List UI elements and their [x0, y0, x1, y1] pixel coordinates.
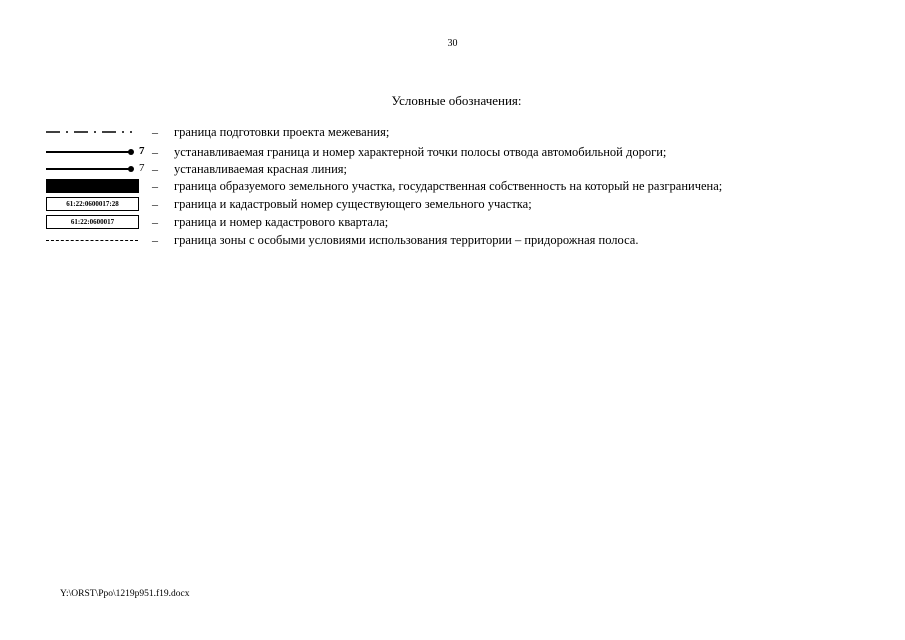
legend-item	[0, 214, 905, 230]
legend-separator: –	[152, 197, 158, 211]
point-number: 7	[139, 145, 145, 157]
legend-separator: –	[152, 233, 158, 247]
legend-item	[0, 232, 905, 248]
black-block-icon	[46, 179, 139, 193]
legend-item	[0, 124, 905, 140]
legend-text: граница и номер кадастрового квартала;	[174, 215, 389, 229]
footer-file-path: Y:\ORST\Ppo\1219p951.f19.docx	[60, 589, 190, 599]
dashed-line	[46, 240, 138, 241]
legend-text: граница и кадастровый номер существующего земельного участка;	[174, 197, 532, 211]
point-number: 7	[139, 162, 145, 174]
legend-item	[0, 161, 905, 177]
cadastral-quarter-box	[44, 214, 154, 230]
red-line-point-icon	[44, 161, 154, 177]
legend-text: граница зоны с особыми условиями использования территории – придорожная полоса.	[174, 233, 639, 247]
legend-separator: –	[152, 125, 158, 139]
legend-text: устанавливаемая граница и номер характерной точки полосы отвода автомобильной дороги;	[174, 145, 667, 159]
page-number: 30	[447, 38, 458, 49]
boundary-line-icon	[46, 151, 130, 153]
legend-text: граница подготовки проекта межевания;	[174, 125, 390, 139]
cadastral-quarter-label: 61:22:0600017	[46, 215, 139, 229]
legend-separator: –	[152, 179, 158, 193]
legend-separator: –	[152, 162, 158, 176]
solid-black-block-icon	[44, 178, 154, 194]
cadastral-parcel-box	[44, 196, 154, 212]
legend-separator: –	[152, 145, 158, 159]
boundary-point-line-icon	[44, 144, 154, 160]
point-dot-icon	[128, 149, 134, 155]
point-dot-icon	[128, 166, 134, 172]
legend-title: Условные обозначения:	[391, 93, 522, 108]
legend-text: граница образуемого земельного участка, государственная собственность на который не разграничена;	[174, 179, 723, 193]
cadastral-parcel-label: 61:22:0600017:28	[46, 197, 139, 211]
legend-text: устанавливаемая красная линия;	[174, 162, 348, 176]
red-line-icon	[46, 168, 130, 170]
dashed-line-icon	[44, 232, 154, 248]
legend-separator: –	[152, 215, 158, 229]
dash-dot-line-icon	[44, 124, 154, 140]
legend-item	[0, 144, 905, 160]
legend-item	[0, 178, 905, 194]
legend-item	[0, 196, 905, 212]
